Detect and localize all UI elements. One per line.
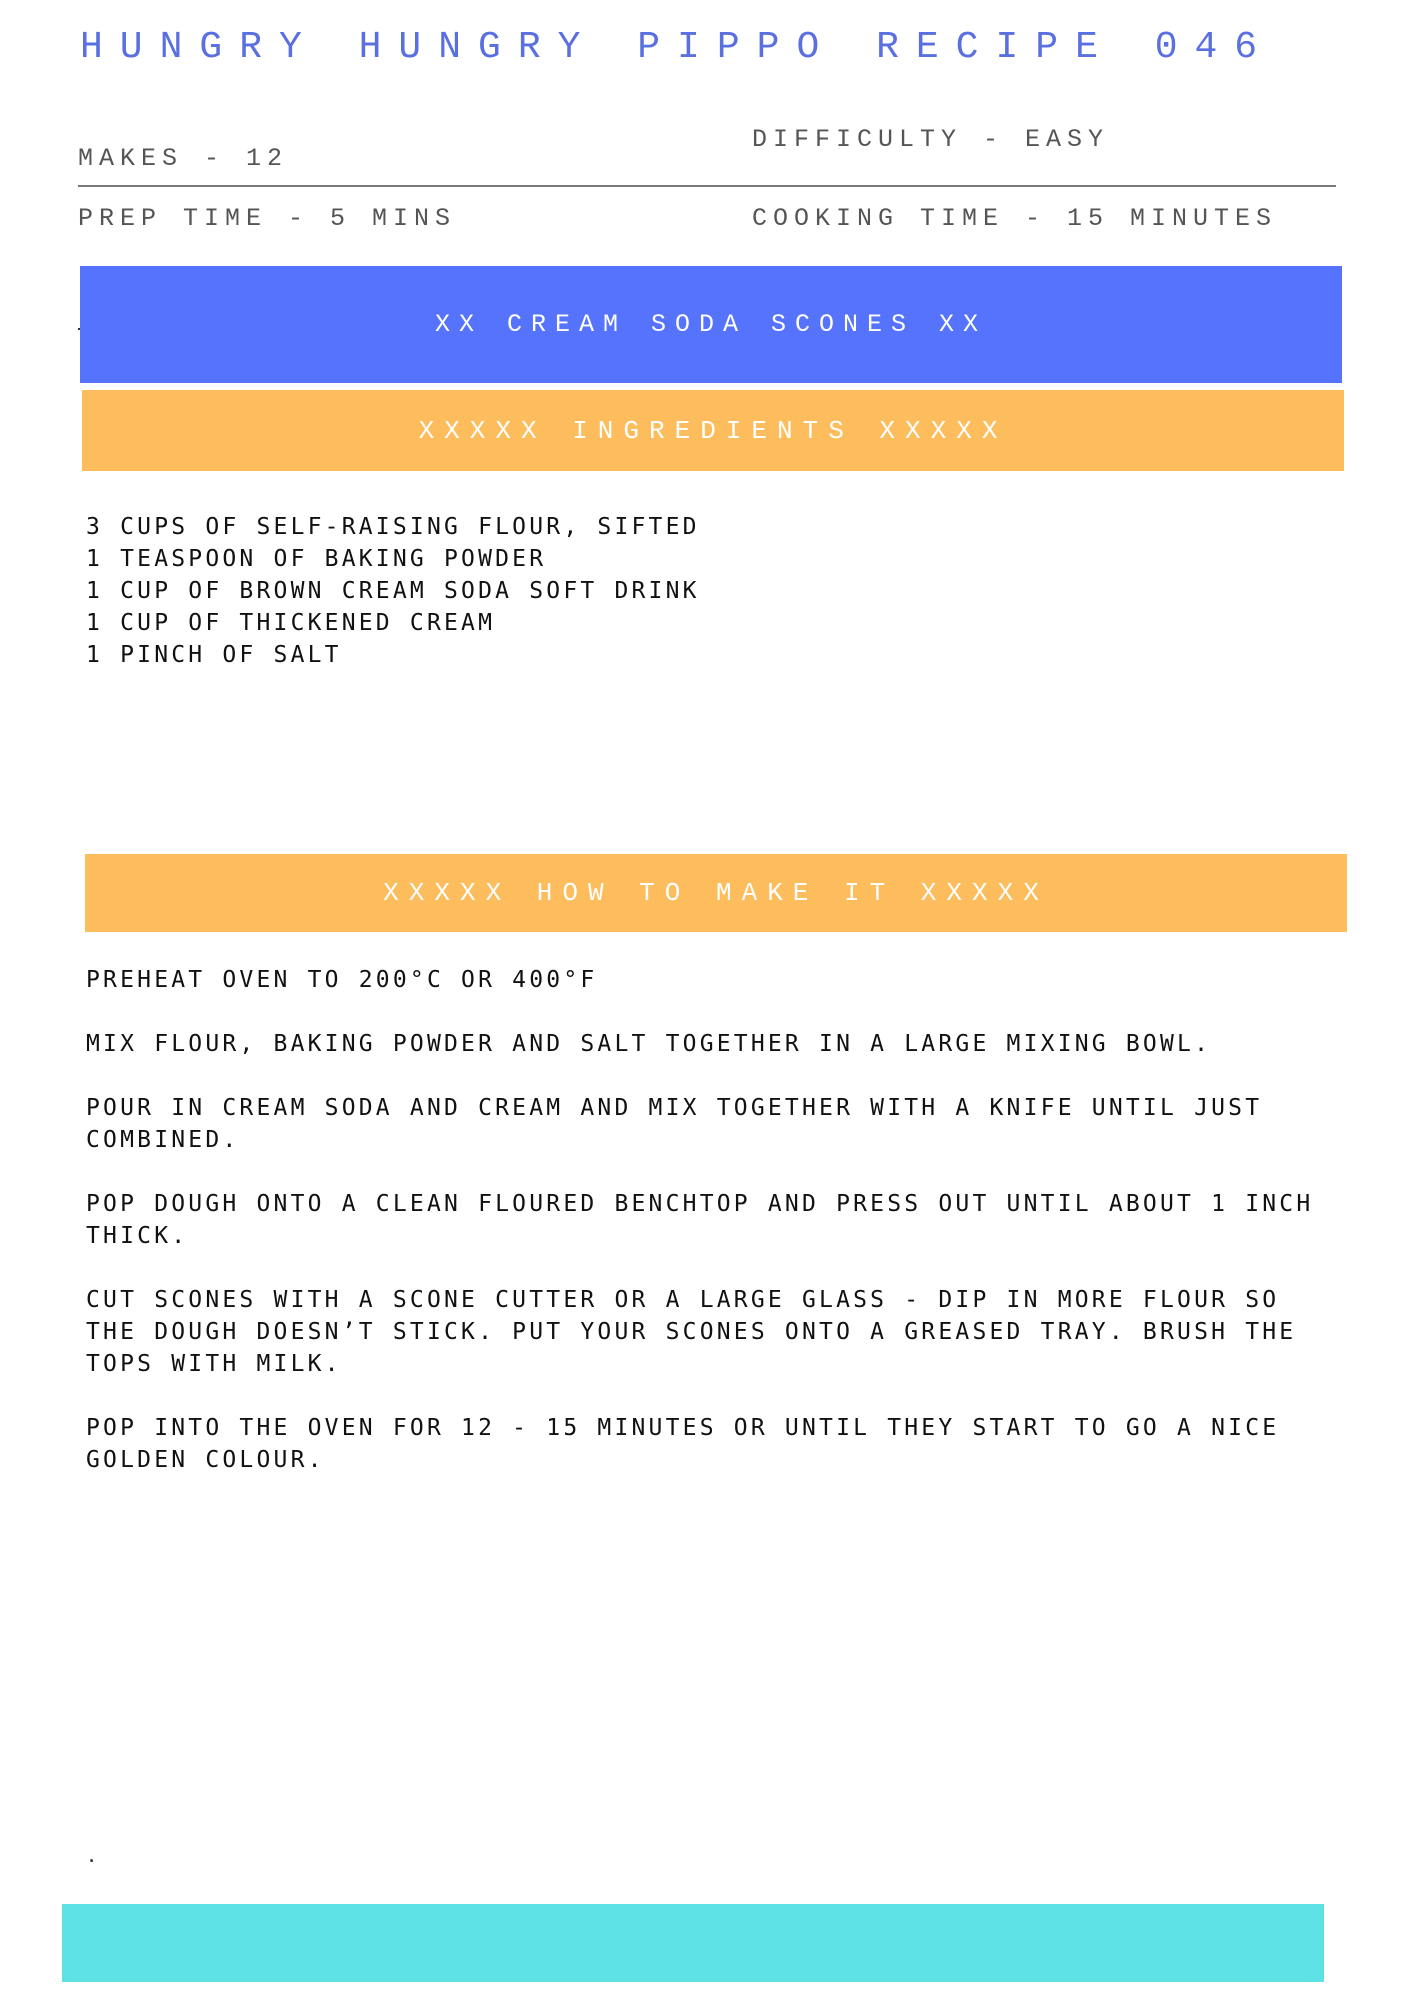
ingredient-item: 1 CUP OF BROWN CREAM SODA SOFT DRINK — [86, 578, 700, 604]
recipe-series-title: HUNGRY HUNGRY PIPPO RECIPE 046 — [80, 26, 1275, 69]
method-heading: XXXXX HOW TO MAKE IT XXXXX — [383, 878, 1049, 908]
prep-time-label: PREP TIME - 5 MINS — [78, 204, 457, 233]
ingredients-heading: XXXXX INGREDIENTS XXXXX — [418, 415, 1008, 446]
method-step: POP INTO THE OVEN FOR 12 - 15 MINUTES OR UNTIL THEY START TO GO A NICE GOLDEN COLOUR. — [86, 1415, 1280, 1473]
method-step: POP DOUGH ONTO A CLEAN FLOURED BENCHTOP AND PRESS OUT UNTIL ABOUT 1 INCH THICK. — [86, 1191, 1314, 1249]
ingredients-list — [86, 511, 700, 671]
ingredient-item: 3 CUPS OF SELF-RAISING FLOUR, SIFTED — [86, 514, 700, 540]
footer-band — [62, 1904, 1324, 1982]
ingredient-item: 1 TEASPOON OF BAKING POWDER — [86, 546, 547, 572]
makes-label: MAKES - 12 — [78, 144, 289, 173]
ingredient-item: 1 PINCH OF SALT — [86, 642, 342, 668]
recipe-name: XX CREAM SODA SCONES XX — [434, 310, 988, 339]
difficulty-label: DIFFICULTY - EASY — [752, 125, 1110, 154]
ingredients-banner — [82, 390, 1344, 471]
method-step: CUT SCONES WITH A SCONE CUTTER OR A LARGE GLASS - DIP IN MORE FLOUR SO THE DOUGH DOESN’T STICK. PUT YOUR SCONES ONTO A GREASED TRAY. BRUSH THE TOPS WITH MILK. — [86, 1287, 1297, 1377]
method-steps — [86, 964, 1346, 1508]
method-step: PREHEAT OVEN TO 200°C OR 400°F — [86, 967, 598, 993]
cooking-time-label: COOKING TIME - 15 MINUTES — [752, 204, 1278, 233]
recipe-name-banner — [80, 266, 1342, 383]
method-step: POUR IN CREAM SODA AND CREAM AND MIX TOGETHER WITH A KNIFE UNTIL JUST COMBINED. — [86, 1095, 1263, 1153]
method-step: MIX FLOUR, BAKING POWDER AND SALT TOGETHER IN A LARGE MIXING BOWL. — [86, 1031, 1212, 1057]
ingredient-item: 1 CUP OF THICKENED CREAM — [86, 610, 496, 636]
footer-mark: . — [88, 1838, 96, 1868]
method-banner — [85, 854, 1347, 932]
header-divider — [78, 185, 1336, 187]
